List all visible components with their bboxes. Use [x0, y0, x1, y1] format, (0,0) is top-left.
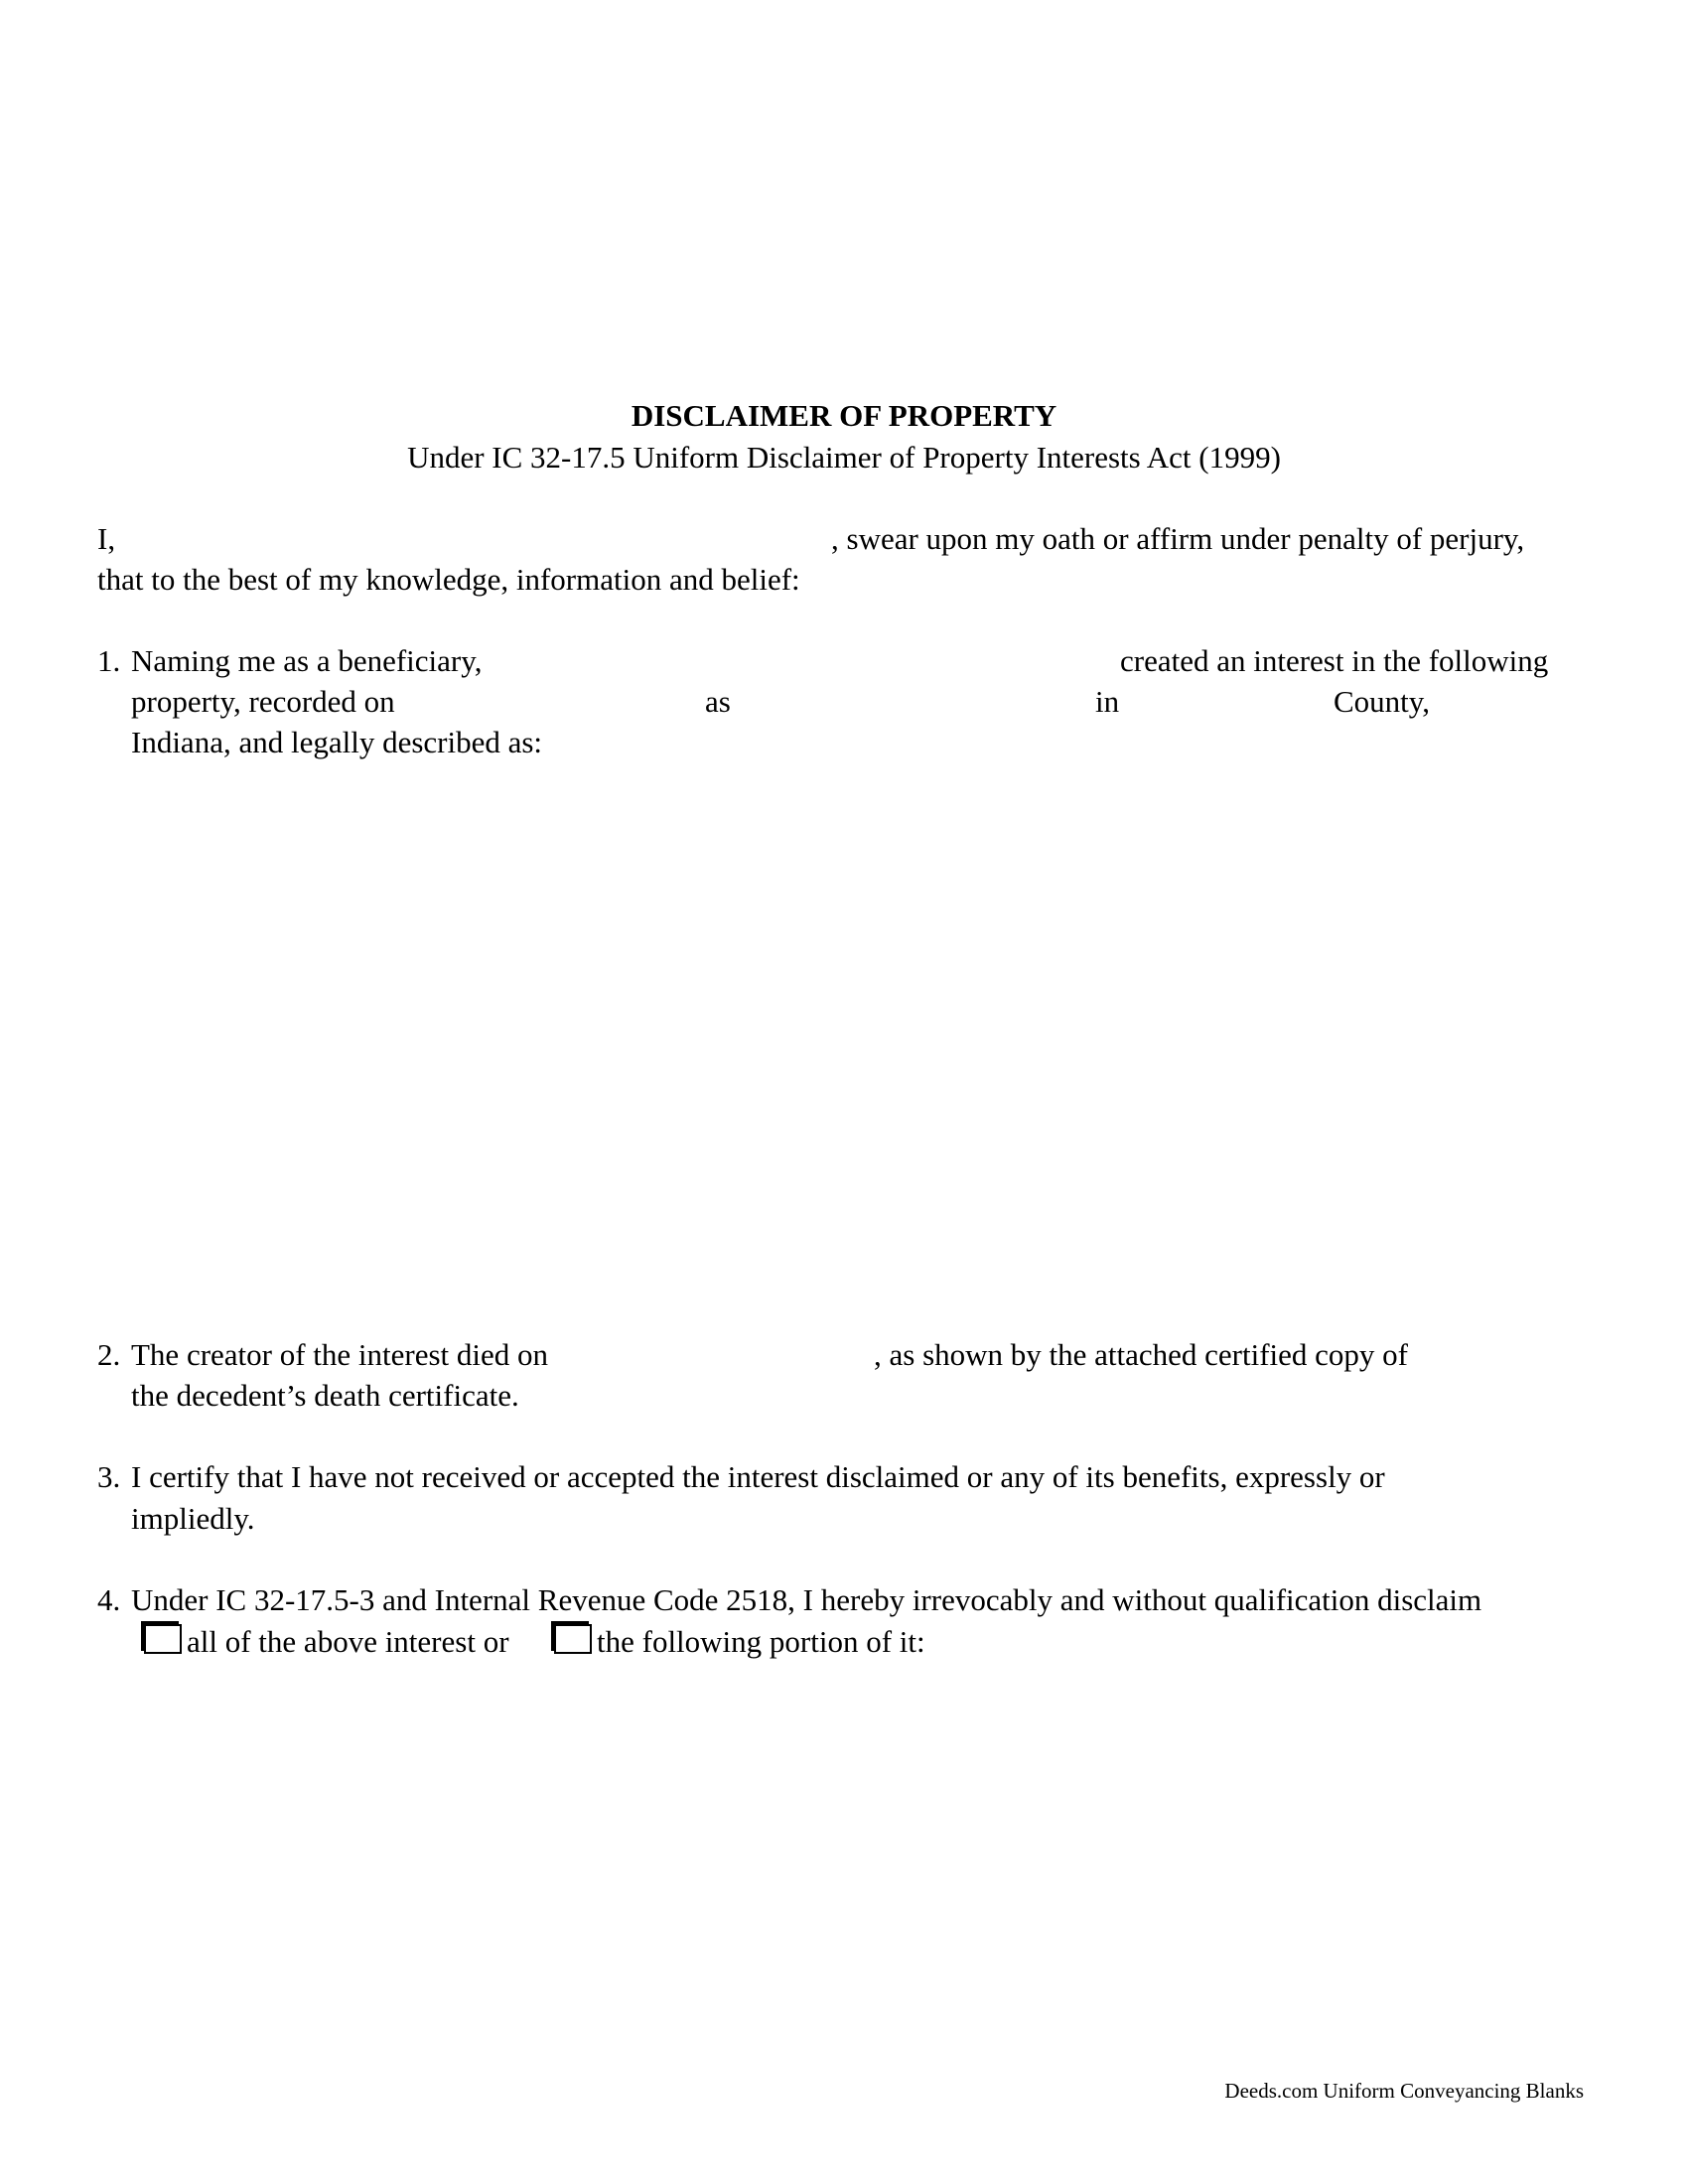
- item3-number: 3.: [97, 1459, 121, 1494]
- option-portion-label: the following portion of it:: [597, 1624, 925, 1659]
- item2-line2: the decedent’s death certificate.: [131, 1378, 519, 1413]
- item1-line2-in: in: [1095, 684, 1120, 719]
- document-subtitle: Under IC 32-17.5 Uniform Disclaimer of Property Interests Act (1999): [407, 440, 1281, 475]
- item1-number: 1.: [97, 643, 121, 678]
- item3-line2: impliedly.: [131, 1501, 255, 1536]
- option-all-label: all of the above interest or: [187, 1624, 509, 1659]
- item1-line2-county: County,: [1334, 684, 1431, 719]
- footer-text: Deeds.com Uniform Conveyancing Blanks: [1224, 2079, 1584, 2103]
- item4-line1: Under IC 32-17.5-3 and Internal Revenue Code 2518, I hereby irrevocably and without qualification disclaim: [131, 1582, 1482, 1617]
- item1-line2-as: as: [705, 684, 731, 719]
- oath-line1-start: I,: [97, 521, 116, 556]
- item2-line1-start: The creator of the interest died on: [131, 1337, 549, 1372]
- item2-line1-end: , as shown by the attached certified copy of: [874, 1337, 1409, 1372]
- oath-line2: that to the best of my knowledge, information and belief:: [97, 562, 800, 597]
- item1-line2-recorded: property, recorded on: [131, 684, 395, 719]
- item1-line3: Indiana, and legally described as:: [131, 725, 543, 759]
- portion-interest-checkbox[interactable]: [554, 1624, 592, 1654]
- item4-number: 4.: [97, 1582, 121, 1617]
- document-title: DISCLAIMER OF PROPERTY: [631, 398, 1057, 433]
- all-interest-checkbox[interactable]: [144, 1624, 182, 1654]
- item1-line1-start: Naming me as a beneficiary,: [131, 643, 483, 678]
- item3-line1: I certify that I have not received or accepted the interest disclaimed or any of its benefits, expressly or: [131, 1459, 1385, 1494]
- item2-number: 2.: [97, 1337, 121, 1372]
- item1-line1-end: created an interest in the following: [1120, 643, 1549, 678]
- oath-line1-end: , swear upon my oath or affirm under penalty of perjury,: [831, 521, 1525, 556]
